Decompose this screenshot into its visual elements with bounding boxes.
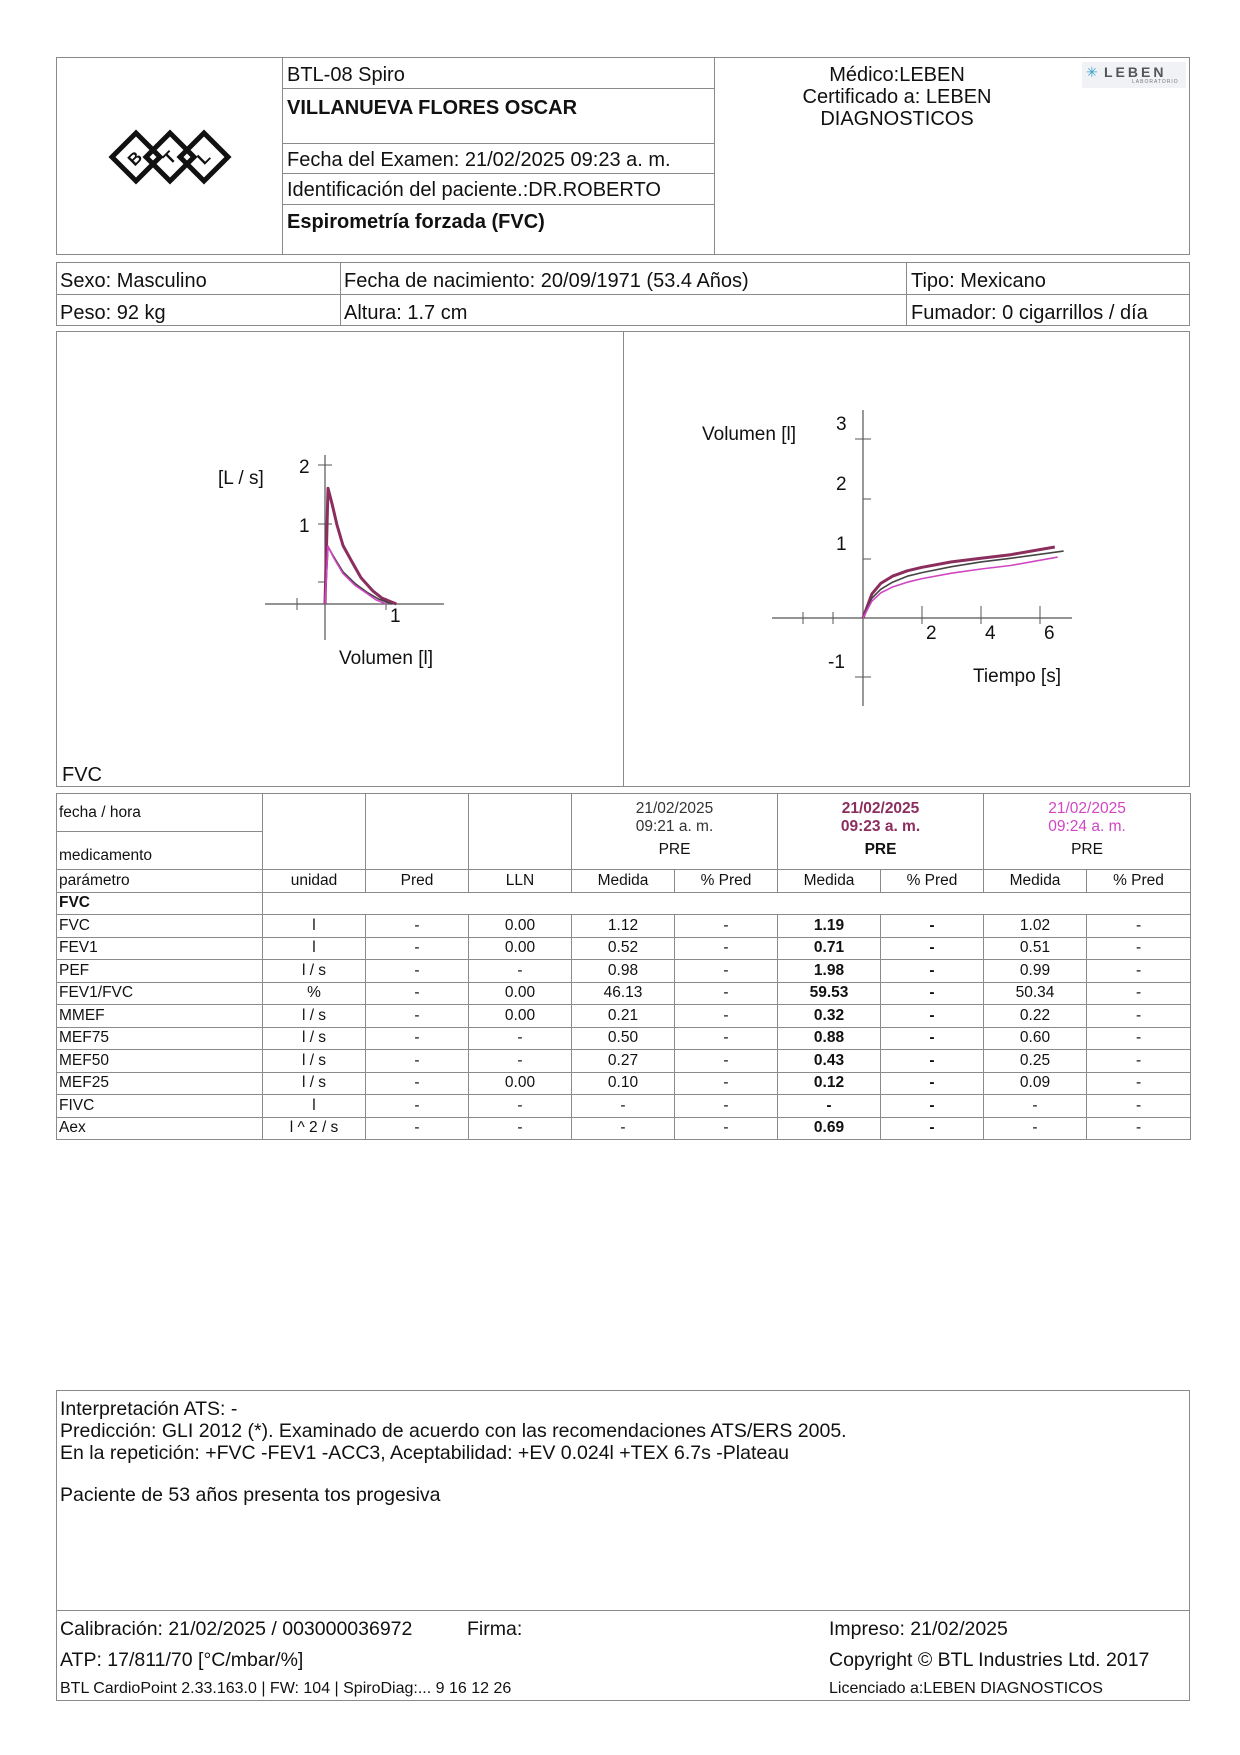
clinical-comment: Paciente de 53 años presenta tos progesiva — [60, 1484, 441, 1506]
column-header: Medida — [778, 870, 881, 893]
interpretation-block — [60, 1398, 847, 1506]
table-cell: 46.13 — [572, 982, 675, 1005]
table-cell: l / s — [263, 1027, 366, 1050]
medico-line3: DIAGNOSTICOS — [820, 108, 974, 130]
table-cell: - — [469, 1027, 572, 1050]
table-cell: - — [675, 960, 778, 983]
table-cell: 0.09 — [984, 1072, 1087, 1095]
table-cell: - — [881, 1117, 984, 1140]
column-header: LLN — [469, 870, 572, 893]
table-cell: - — [366, 960, 469, 983]
volume-time-curve-3 — [863, 557, 1058, 618]
results-table — [56, 793, 1191, 1140]
fv-xtick-1: 1 — [390, 606, 401, 627]
table-cell: 0.00 — [469, 982, 572, 1005]
test1-med: PRE — [658, 841, 691, 858]
table-cell: - — [469, 1095, 572, 1118]
calibration: Calibración: 21/02/2025 / 003000036972 — [60, 1618, 413, 1640]
table-cell: FEV1 — [57, 937, 263, 960]
table-cell: 0.10 — [572, 1072, 675, 1095]
flow-volume-chart — [200, 440, 460, 680]
table-cell: 0.88 — [778, 1027, 881, 1050]
table-cell: - — [675, 1095, 778, 1118]
table-cell: 0.43 — [778, 1050, 881, 1073]
medico-line1: Médico:LEBEN — [829, 64, 965, 86]
column-header: % Pred — [881, 870, 984, 893]
interpretation-ats: Interpretación ATS: - — [60, 1398, 238, 1420]
test1-date: 21/02/2025 — [635, 800, 714, 817]
table-cell: - — [366, 1005, 469, 1028]
column-header: Pred — [366, 870, 469, 893]
table-row — [57, 915, 1191, 938]
column-header: parámetro — [57, 870, 263, 893]
table-cell: l — [263, 915, 366, 938]
vt-ytick-1: 1 — [836, 534, 847, 555]
table-cell: - — [675, 915, 778, 938]
svg-text:B: B — [123, 147, 147, 170]
signature-label: Firma: — [467, 1618, 523, 1640]
table-cell: - — [675, 982, 778, 1005]
table-cell: - — [1087, 937, 1191, 960]
table-cell: - — [675, 1072, 778, 1095]
table-cell: 1.02 — [984, 915, 1087, 938]
table-cell: l / s — [263, 960, 366, 983]
table-cell: FIVC — [57, 1095, 263, 1118]
test3-date: 21/02/2025 — [1048, 800, 1126, 817]
table-cell: - — [1087, 1117, 1191, 1140]
table-cell: - — [675, 1005, 778, 1028]
table-cell: 0.71 — [778, 937, 881, 960]
table-cell: l / s — [263, 1072, 366, 1095]
table-cell: 0.69 — [778, 1117, 881, 1140]
column-header: unidad — [263, 870, 366, 893]
vt-xtick-4: 4 — [985, 623, 996, 644]
table-cell: 0.25 — [984, 1050, 1087, 1073]
fv-xlabel: Volumen [l] — [339, 648, 433, 669]
table-cell: - — [984, 1095, 1087, 1118]
table-cell: 1.19 — [778, 915, 881, 938]
table-row — [57, 960, 1191, 983]
test3-time: 09:24 a. m. — [1048, 818, 1126, 835]
table-cell: - — [366, 1050, 469, 1073]
label-medicamento: medicamento — [57, 832, 263, 870]
table-cell: 1.98 — [778, 960, 881, 983]
test2-med: PRE — [864, 841, 897, 858]
table-cell: - — [881, 915, 984, 938]
flow-volume-curve-1 — [325, 488, 396, 604]
fv-ytick-2: 2 — [299, 457, 310, 478]
table-cell: FEV1/FVC — [57, 982, 263, 1005]
table-cell: 0.00 — [469, 937, 572, 960]
table-cell: - — [675, 1027, 778, 1050]
vt-xlabel: Tiempo [s] — [973, 666, 1061, 687]
table-cell: - — [469, 1050, 572, 1073]
svg-text:L: L — [193, 147, 215, 169]
column-header: Medida — [984, 870, 1087, 893]
table-row — [57, 1072, 1191, 1095]
table-cell: - — [881, 1050, 984, 1073]
table-cell: MEF50 — [57, 1050, 263, 1073]
column-header: % Pred — [675, 870, 778, 893]
medico-line2: Certificado a: LEBEN — [802, 86, 992, 108]
table-cell: 0.21 — [572, 1005, 675, 1028]
leben-mark-icon: ✳ — [1086, 64, 1098, 80]
table-cell: - — [881, 1005, 984, 1028]
test2-date: 21/02/2025 — [841, 800, 920, 817]
birth-date: Fecha de nacimiento: 20/09/1971 (53.4 Años) — [344, 270, 749, 292]
table-cell: - — [881, 960, 984, 983]
table-cell: 0.99 — [984, 960, 1087, 983]
vt-xtick-2: 2 — [926, 623, 937, 644]
vt-xtick-6: 6 — [1044, 623, 1055, 644]
table-cell: - — [1087, 915, 1191, 938]
height: Altura: 1.7 cm — [344, 302, 468, 324]
table-cell: - — [469, 960, 572, 983]
table-cell: MEF75 — [57, 1027, 263, 1050]
table-cell: l — [263, 937, 366, 960]
table-cell: 0.22 — [984, 1005, 1087, 1028]
vt-ytick-neg1: -1 — [828, 652, 845, 673]
table-cell: Aex — [57, 1117, 263, 1140]
table-cell: - — [881, 982, 984, 1005]
device-name: BTL-08 Spiro — [287, 64, 405, 86]
table-row — [57, 937, 1191, 960]
prediction-line: Predicción: GLI 2012 (*). Examinado de acuerdo con las recomendaciones ATS/ERS 2005. — [60, 1420, 847, 1442]
table-cell: - — [366, 1072, 469, 1095]
table-cell: - — [1087, 1005, 1191, 1028]
table-cell: 0.52 — [572, 937, 675, 960]
test3-header — [984, 794, 1191, 870]
patient-name: VILLANUEVA FLORES OSCAR — [287, 97, 578, 119]
weight: Peso: 92 kg — [60, 302, 166, 324]
column-header: % Pred — [1087, 870, 1191, 893]
table-cell: l / s — [263, 1050, 366, 1073]
table-cell: - — [675, 1117, 778, 1140]
smoker: Fumador: 0 cigarrillos / día — [911, 302, 1148, 324]
svg-text:T: T — [159, 147, 181, 169]
section-label: FVC — [57, 892, 263, 915]
table-cell: - — [1087, 1072, 1191, 1095]
table-cell: 0.00 — [469, 1005, 572, 1028]
patient-type: Tipo: Mexicano — [911, 270, 1046, 292]
table-cell: 0.12 — [778, 1072, 881, 1095]
volume-time-chart — [690, 400, 1090, 720]
table-cell: - — [881, 937, 984, 960]
btl-logo — [108, 128, 234, 186]
sex: Sexo: Masculino — [60, 270, 207, 292]
table-cell: MMEF — [57, 1005, 263, 1028]
license: Licenciado a:LEBEN DIAGNOSTICOS — [829, 1680, 1103, 1697]
printed-date: Impreso: 21/02/2025 — [829, 1618, 1008, 1640]
table-cell: - — [1087, 960, 1191, 983]
table-row — [57, 1117, 1191, 1140]
table-cell: - — [778, 1095, 881, 1118]
vt-ytick-2: 2 — [836, 474, 847, 495]
table-row — [57, 982, 1191, 1005]
table-cell: 0.60 — [984, 1027, 1087, 1050]
software-version: BTL CardioPoint 2.33.163.0 | FW: 104 | SpiroDiag:... 9 16 12 26 — [60, 1680, 512, 1697]
table-cell: 50.34 — [984, 982, 1087, 1005]
table-cell: FVC — [57, 915, 263, 938]
test1-time: 09:21 a. m. — [635, 818, 714, 835]
table-cell: 0.98 — [572, 960, 675, 983]
fv-ytick-1: 1 — [299, 516, 310, 537]
table-cell: - — [1087, 1050, 1191, 1073]
table-cell: MEF25 — [57, 1072, 263, 1095]
table-cell: - — [675, 937, 778, 960]
vt-ytick-3: 3 — [836, 414, 847, 435]
table-cell: - — [1087, 1095, 1191, 1118]
section-row — [57, 892, 1191, 915]
table-cell: l / s — [263, 1005, 366, 1028]
table-cell: l — [263, 1095, 366, 1118]
table-row — [57, 1005, 1191, 1028]
table-cell: - — [366, 915, 469, 938]
table-cell: - — [572, 1117, 675, 1140]
table-cell: 0.27 — [572, 1050, 675, 1073]
atp: ATP: 17/811/70 [°C/mbar/%] — [60, 1649, 304, 1671]
table-cell: - — [366, 1027, 469, 1050]
table-cell: 0.00 — [469, 915, 572, 938]
label-fecha-hora: fecha / hora — [57, 794, 263, 832]
leben-logo-sub: LABORATORIO — [1132, 79, 1179, 85]
table-cell: - — [984, 1117, 1087, 1140]
table-cell: l ^ 2 / s — [263, 1117, 366, 1140]
table-cell: - — [881, 1095, 984, 1118]
fv-ylabel: [L / s] — [218, 468, 264, 489]
patient-id: Identificación del paciente.:DR.ROBERTO — [287, 179, 661, 201]
copyright: Copyright © BTL Industries Ltd. 2017 — [829, 1649, 1150, 1671]
table-cell: - — [572, 1095, 675, 1118]
test-type: Espirometría forzada (FVC) — [287, 211, 545, 233]
table-cell: - — [881, 1072, 984, 1095]
table-cell: 1.12 — [572, 915, 675, 938]
table-cell: - — [1087, 1027, 1191, 1050]
table-cell: - — [469, 1117, 572, 1140]
test1-header — [572, 794, 778, 870]
table-cell: 59.53 — [778, 982, 881, 1005]
table-cell: - — [366, 982, 469, 1005]
table-cell: - — [1087, 982, 1191, 1005]
repetition-line: En la repetición: +FVC -FEV1 -ACC3, Aceptabilidad: +EV 0.024l +TEX 6.7s -Plateau — [60, 1442, 789, 1464]
table-cell: - — [366, 1117, 469, 1140]
table-row — [57, 1050, 1191, 1073]
table-cell: PEF — [57, 960, 263, 983]
table-cell: % — [263, 982, 366, 1005]
table-cell: 0.32 — [778, 1005, 881, 1028]
vt-ylabel: Volumen [l] — [702, 424, 796, 445]
table-cell: - — [881, 1027, 984, 1050]
leben-logo — [1082, 62, 1186, 88]
table-cell: - — [366, 1095, 469, 1118]
column-header: Medida — [572, 870, 675, 893]
table-cell: 0.50 — [572, 1027, 675, 1050]
table-cell: 0.00 — [469, 1072, 572, 1095]
charts-panel-label: FVC — [62, 764, 102, 786]
leben-logo-text: LEBEN — [1104, 64, 1167, 80]
table-cell: - — [675, 1050, 778, 1073]
medico-block — [712, 64, 1082, 130]
table-cell: 0.51 — [984, 937, 1087, 960]
exam-date: Fecha del Examen: 21/02/2025 09:23 a. m. — [287, 149, 671, 171]
table-row — [57, 1027, 1191, 1050]
table-cell: - — [366, 937, 469, 960]
test2-header — [778, 794, 984, 870]
test2-time: 09:23 a. m. — [840, 818, 921, 835]
table-row — [57, 1095, 1191, 1118]
column-header-row — [57, 870, 1191, 893]
test3-med: PRE — [1071, 841, 1103, 858]
